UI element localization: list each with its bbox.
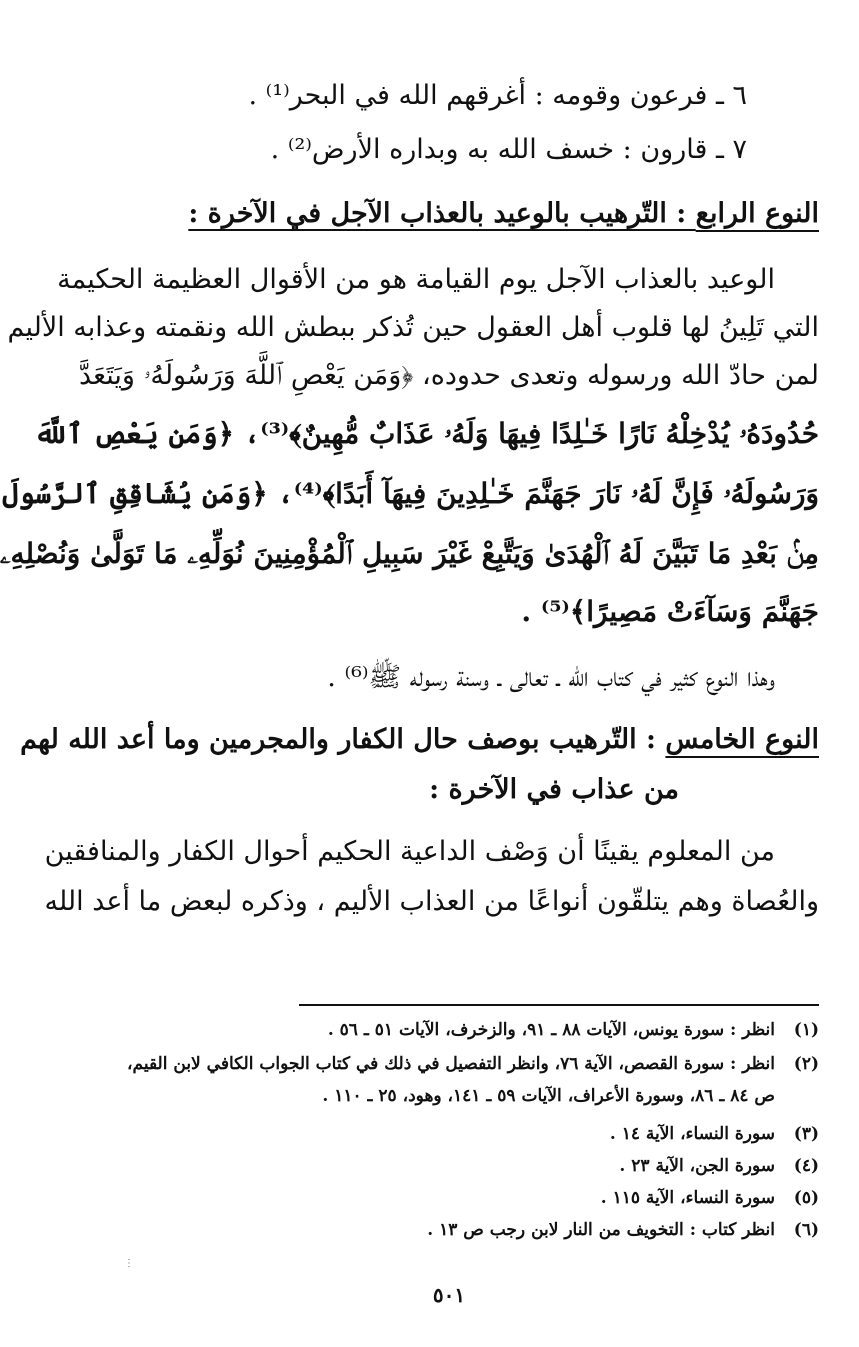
paragraph-line: والعُصاة وهم يتلقّون أنواعًا من العذاب الأليم ، وذكره لبعض ما أعد الله [44, 886, 819, 917]
footnote-number: (٦) [793, 1220, 819, 1240]
heading-fourth-label: النوع الرابع [695, 198, 819, 229]
footnote [79, 1016, 819, 1044]
list-item-pharaoh: ٦ ـ فرعون وقومه : أغرقهم الله في البحر⁽¹⁾ . [248, 80, 747, 111]
heading-fourth-type [79, 192, 819, 236]
page-number: ٥٠١ [432, 1283, 466, 1307]
footnote-text: سورة الجن، الآية ٢٣ . [619, 1156, 775, 1176]
footnote-text: انظر : سورة القصص، الآية ٧٦، وانظر التفصيل في ذلك في كتاب الجواب الكافي لابن القيم، [127, 1054, 775, 1074]
heading-fifth-text: : التّرهيب بوصف حال الكفار والمجرمين وما أعد الله لهم [20, 724, 666, 755]
footnote-text: سورة النساء، الآية ١٤ . [609, 1124, 775, 1144]
heading-fifth-type [20, 718, 819, 762]
heading-fifth-line-2: من عذاب في الآخرة : [429, 774, 679, 805]
footnote-number: (٥) [793, 1188, 819, 1208]
footnote [79, 1184, 819, 1212]
list-item-qarun: ٧ ـ قارون : خسف الله به وبداره الأرض⁽²⁾ . [270, 134, 747, 165]
footnote-text: انظر كتاب : التخويف من النار لابن رجب ص ١٣ . [427, 1220, 775, 1240]
footnote [79, 1120, 819, 1148]
quran-verse-line: جَهَنَّمَ وَسَآءَتْ مَصِيرًا﴾⁽⁵⁾ . [521, 595, 819, 628]
paragraph-line: من المعلوم يقينًا أن وَصْف الداعية الحكيم أحوال الكفار والمنافقين [44, 836, 775, 867]
paragraph-line: الوعيد بالعذاب الآجل يوم القيامة هو من الأقوال العظيمة الحكيمة [57, 264, 775, 295]
footnote [79, 1152, 819, 1180]
footnote-text: سورة النساء، الآية ١١٥ . [600, 1188, 775, 1208]
footnote-number: (١) [793, 1020, 819, 1040]
footnote [79, 1050, 819, 1078]
footnote [79, 1216, 819, 1244]
footnote-text: انظر : سورة يونس، الآيات ٨٨ ـ ٩١، والزخرف، الآيات ٥١ ـ ٥٦ . [327, 1020, 775, 1040]
footnote-continuation: ص ٨٤ ـ ٨٦، وسورة الأعراف، الآيات ٥٩ ـ ١٤١، وهود، ٢٥ ـ ١١٠ . [322, 1086, 775, 1106]
paragraph-line: التي تَلِينُ لها قلوب أهل العقول حين تُذكر ببطش الله ونقمته وعذابه الأليم [7, 312, 819, 343]
scan-speck: ⋮ [124, 1258, 134, 1269]
footnote-divider [299, 1004, 819, 1006]
heading-fifth-label: النوع الخامس [665, 724, 819, 755]
footnote-number: (٤) [793, 1156, 819, 1176]
quran-verse-line: مِنۢ بَعْدِ مَا تَبَيَّنَ لَهُ ٱلْهُدَىٰ وَيَتَّبِعْ غَيْرَ سَبِيلِ ٱلْمُؤْمِنِينَ نُوَلِّهِۦ مَا تَوَلَّىٰ وَنُصْلِهِۦ [0, 537, 819, 570]
quran-verse-line: حُدُودَهُۥ يُدْخِلْهُ نَارًا خَـٰلِدًا فِيهَا وَلَهُۥ عَذَابٌ مُّهِينٌ﴾⁽³⁾، ﴿وَمَن يَعْصِ ٱللَّهَ [34, 417, 819, 450]
footnote-number: (٢) [793, 1054, 819, 1074]
heading-fourth-text: : التّرهيب بالوعيد بالعذاب الآجل في الآخرة : [188, 198, 696, 229]
paragraph-line: وهذا النوع كثير في كتاب الله ـ تعالى ـ وسنة رسوله ﷺ⁽⁶⁾ . [327, 662, 775, 693]
paragraph-line: لمن حادّ الله ورسوله وتعدى حدوده، ﴿وَمَن يَعْصِ ٱللَّهَ وَرَسُولَهُۥ وَيَتَعَدَّ [79, 360, 819, 391]
footnote-number: (٣) [793, 1124, 819, 1144]
quran-verse-line: وَرَسُولَهُۥ فَإِنَّ لَهُۥ نَارَ جَهَنَّمَ خَـٰلِدِينَ فِيهَآ أَبَدًا﴾⁽⁴⁾، ﴿وَمَن يُشَاقِقِ ٱلرَّسُولَ [2, 477, 819, 510]
